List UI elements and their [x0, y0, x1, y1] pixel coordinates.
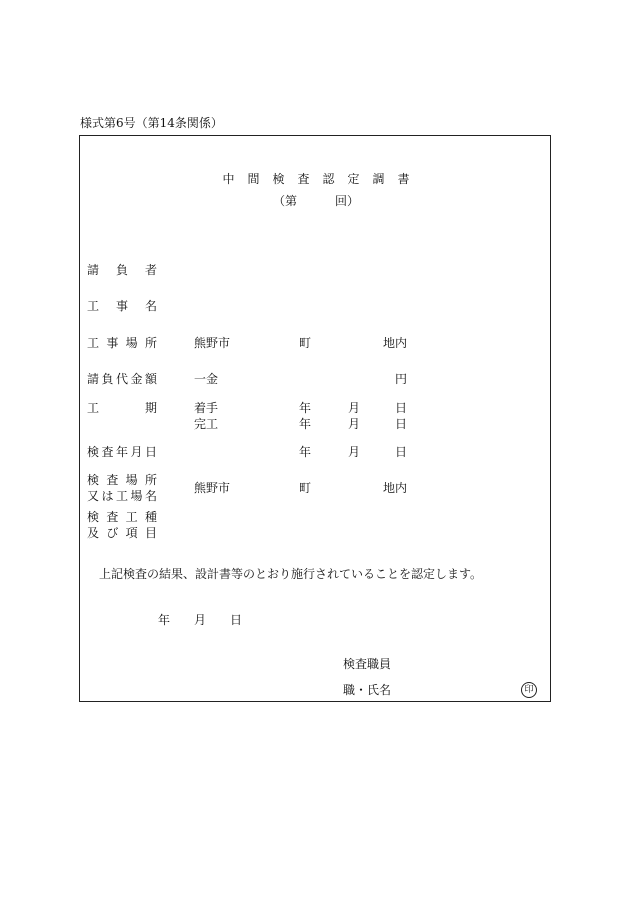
- work-period-end: 完工: [194, 417, 219, 431]
- inspection-location-label: 検 査 場 所 又 は 工 場 名: [87, 473, 157, 503]
- inspection-location-town: 町: [299, 481, 312, 495]
- certification-statement: 上記検査の結果、設計書等のとおり施行されていることを認定します。: [99, 567, 483, 581]
- work-period-start-month: 月: [348, 401, 361, 415]
- work-period-label: 工 期: [87, 401, 157, 415]
- inspection-location-city: 熊野市: [194, 481, 231, 495]
- work-period-start-day: 日: [395, 401, 408, 415]
- inspector-title: 検査職員: [343, 657, 392, 671]
- contract-amount-prefix: 一金: [194, 372, 219, 386]
- subtitle-open: （第: [272, 194, 297, 208]
- inspection-date-day: 日: [395, 445, 408, 459]
- work-location-town: 町: [299, 336, 312, 350]
- document-subtitle: [80, 193, 552, 209]
- document-frame: [79, 135, 551, 702]
- contract-amount-label: 請 負 代 金 額: [87, 372, 157, 386]
- work-period-end-year: 年: [299, 417, 312, 431]
- work-period-end-month: 月: [348, 417, 361, 431]
- work-period-start: 着手: [194, 401, 219, 415]
- seal-icon: 印: [521, 682, 537, 698]
- inspector-name-label: 職・氏名: [343, 683, 392, 697]
- work-period-end-day: 日: [395, 417, 408, 431]
- certification-date-day: 日: [230, 613, 243, 627]
- contract-amount-unit: 円: [395, 372, 408, 386]
- form-number: 様式第6号（第14条関係）: [80, 116, 223, 130]
- contractor-label: 請 負 者: [87, 263, 157, 277]
- document-title: 中間検査認定調書: [222, 172, 423, 186]
- work-location-label: 工 事 場 所: [87, 336, 157, 350]
- certification-date-month: 月: [194, 613, 207, 627]
- work-location-city: 熊野市: [194, 336, 231, 350]
- inspection-date-label: 検 査 年 月 日: [87, 445, 157, 459]
- inspection-type-label: 検 査 工 種 及 び 項 目: [87, 510, 157, 540]
- inspection-location-lot: 地内: [383, 481, 408, 495]
- inspection-date-year: 年: [299, 445, 312, 459]
- certification-date-year: 年: [158, 613, 171, 627]
- inspection-date-month: 月: [348, 445, 361, 459]
- work-location-lot: 地内: [383, 336, 408, 350]
- work-name-label: 工 事 名: [87, 299, 157, 313]
- work-period-start-year: 年: [299, 401, 312, 415]
- subtitle-close: 回）: [335, 194, 360, 208]
